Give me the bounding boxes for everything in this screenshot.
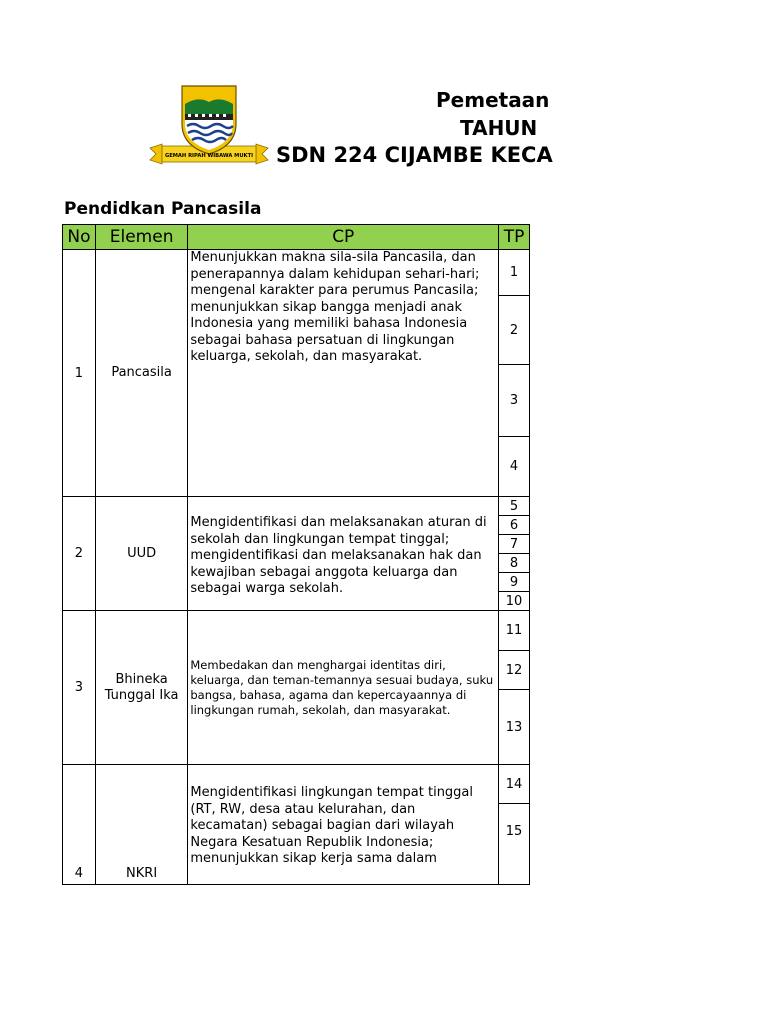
table-header-row	[63, 225, 530, 250]
logo-motto: GEMAH RIPAH WIBAWA MUKTI	[164, 153, 254, 159]
tp-cell: 7	[499, 535, 530, 554]
row-elemen: Bhineka Tunggal Ika	[95, 611, 188, 765]
column-header-elemen: Elemen	[95, 225, 188, 250]
title-line-1: Pemetaan	[436, 88, 550, 112]
table-row	[63, 497, 530, 516]
table-row	[63, 250, 530, 296]
row-cp: Membedakan dan menghargai identitas diri, keluarga, dan teman-temannya sesuai budaya, suku bangsa, bahasa, agama dan kepercayaannya di lingkungan rumah, sekolah, dan masyarakat.	[188, 611, 499, 765]
tp-cell: 12	[499, 651, 530, 690]
row-elemen: UUD	[95, 497, 188, 611]
title-line-2: TAHUN	[460, 116, 538, 140]
tp-cell: 9	[499, 573, 530, 592]
tp-cell: 6	[499, 516, 530, 535]
tp-cell: 13	[499, 690, 530, 765]
tp-cell: 11	[499, 611, 530, 651]
city-crest-logo	[148, 84, 270, 170]
tp-cell: 3	[499, 365, 530, 437]
column-header-cp: CP	[188, 225, 499, 250]
tp-cell: 15	[499, 804, 530, 885]
row-number: 3	[63, 611, 96, 765]
tp-cell: 1	[499, 250, 530, 296]
row-number: 1	[63, 250, 96, 497]
tp-cell: 8	[499, 554, 530, 573]
table-row	[63, 611, 530, 651]
row-cp: Menunjukkan makna sila-sila Pancasila, dan penerapannya dalam kehidupan sehari-hari; mengenal karakter para perumus Pancasila; menunjukkan sikap bangga menjadi anak Indonesia yang memiliki bahasa Indonesia sebagai bahasa persatuan di lingkungan keluarga, sekolah, dan masyarakat.	[188, 250, 499, 497]
tp-cell: 10	[499, 592, 530, 611]
column-header-no: No	[63, 225, 96, 250]
row-elemen: Pancasila	[95, 250, 188, 497]
tp-cell: 5	[499, 497, 530, 516]
row-number: 2	[63, 497, 96, 611]
row-elemen: NKRI	[95, 765, 188, 885]
row-cp: Mengidentifikasi dan melaksanakan aturan di sekolah dan lingkungan tempat tinggal; mengidentifikasi dan melaksanakan hak dan kewajiban sebagai anggota keluarga dan sebagai warga sekolah.	[188, 497, 499, 611]
tp-cell: 14	[499, 765, 530, 804]
subject-heading: Pendidkan Pancasila	[64, 199, 262, 219]
table-row	[63, 765, 530, 804]
column-header-tp: TP	[499, 225, 530, 250]
row-cp: Mengidentifikasi lingkungan tempat tinggal (RT, RW, desa atau kelurahan, dan kecamatan) sebagai bagian dari wilayah Negara Kesatuan Republik Indonesia; menunjukkan sikap kerja sama dalam	[188, 765, 499, 885]
title-line-3: SDN 224 CIJAMBE KECA	[276, 143, 553, 167]
row-number: 4	[63, 765, 96, 885]
tp-cell: 2	[499, 296, 530, 365]
tp-cell: 4	[499, 437, 530, 497]
mapping-table	[62, 224, 530, 885]
